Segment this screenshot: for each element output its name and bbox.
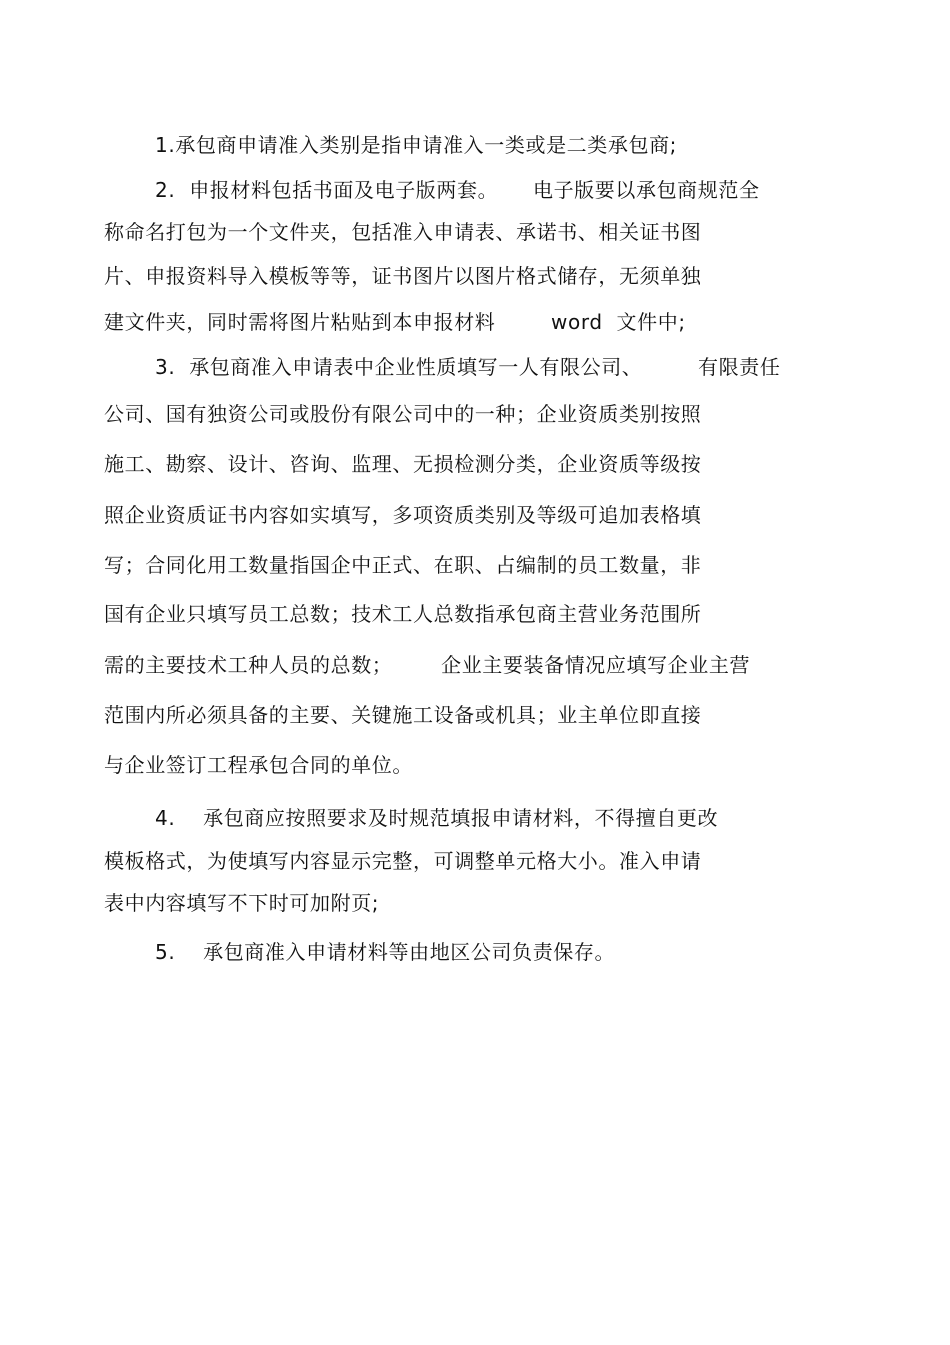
- paragraph-3-line-4: 照企业资质证书内容如实填写，多项资质类别及等级可追加表格填: [104, 503, 702, 527]
- paragraph-3-line-6: 国有企业只填写员工总数；技术工人总数指承包商主营业务范围所: [104, 602, 702, 626]
- paragraph-4-line-1: 4. 承包商应按照要求及时规范填报申请材料，不得擅自更改: [155, 806, 719, 830]
- paragraph-3-line-8: 范围内所必须具备的主要、关键施工设备或机具；业主单位即直接: [104, 703, 702, 727]
- paragraph-3-line-3: 施工、勘察、设计、咨询、监理、无损检测分类，企业资质等级按: [104, 452, 702, 476]
- paragraph-2-line-4: 建文件夹，同时需将图片粘贴到本申报材料 word 文件中;: [104, 310, 686, 334]
- paragraph-1-line-1: 1.承包商申请准入类别是指申请准入一类或是二类承包商;: [155, 133, 678, 157]
- paragraph-4-line-2: 模板格式，为使填写内容显示完整，可调整单元格大小。准入申请: [104, 849, 702, 873]
- paragraph-3-line-1: 3. 承包商准入申请表中企业性质填写一人有限公司、 有限责任: [155, 355, 781, 379]
- paragraph-3-line-9: 与企业签订工程承包合同的单位。: [104, 753, 413, 777]
- paragraph-3-line-7: 需的主要技术工种人员的总数； 企业主要装备情况应填写企业主营: [104, 653, 751, 677]
- paragraph-2-line-1: 2. 申报材料包括书面及电子版两套。 电子版要以承包商规范全: [155, 178, 760, 202]
- paragraph-3-line-5: 写；合同化用工数量指国企中正式、在职、占编制的员工数量，非: [104, 553, 702, 577]
- paragraph-2-line-2: 称命名打包为一个文件夹，包括准入申请表、承诺书、相关证书图: [104, 220, 702, 244]
- paragraph-5-line-1: 5. 承包商准入申请材料等由地区公司负责保存。: [155, 940, 616, 964]
- paragraph-2-line-3: 片、申报资料导入模板等等，证书图片以图片格式储存，无须单独: [104, 264, 702, 288]
- paragraph-3-line-2: 公司、国有独资公司或股份有限公司中的一种；企业资质类别按照: [104, 402, 702, 426]
- paragraph-4-line-3: 表中内容填写不下时可加附页;: [104, 891, 380, 915]
